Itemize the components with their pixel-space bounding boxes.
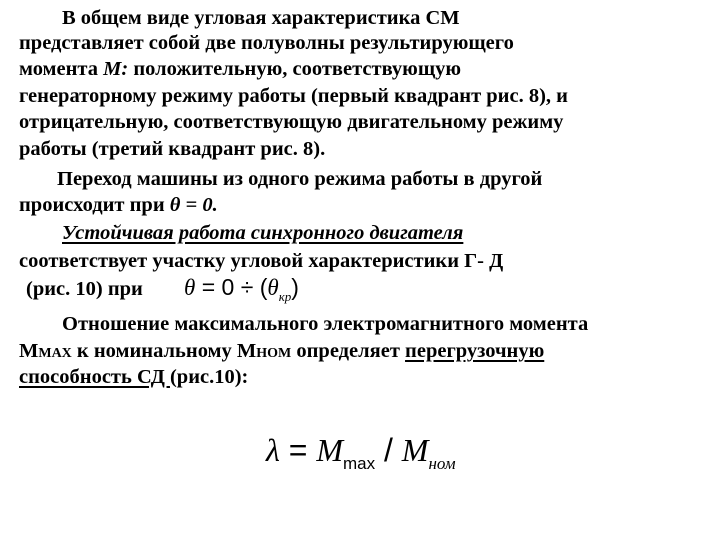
text-line-11 xyxy=(26,276,143,302)
text-line-7 xyxy=(57,166,542,192)
text-line-12-content: Отношение максимального электромагнитного момента xyxy=(62,313,589,335)
text-line-12 xyxy=(62,311,588,337)
formula-theta-close: ) xyxy=(291,274,299,300)
text-line-5 xyxy=(19,109,563,135)
theta-zero-expression: θ = 0. xyxy=(169,194,218,216)
text-line-3-part-a: момента xyxy=(19,58,104,80)
text-line-2-content: представляет собой две полуволны результирующего xyxy=(19,32,514,54)
text-line-3-part-c: положительную, соответствующую xyxy=(128,58,462,80)
formula-theta-var: θ xyxy=(267,275,279,300)
text-line-3 xyxy=(19,56,461,82)
text-line-5-content: отрицательную, соответствующую двигательному режиму xyxy=(19,111,564,133)
text-line-4 xyxy=(19,83,568,109)
text-line-1 xyxy=(62,5,460,31)
formula-lambda-ratio xyxy=(266,430,456,484)
text-line-6-content: работы (третий квадрант рис. 8). xyxy=(19,138,326,160)
capacity-term: способность СД xyxy=(19,366,170,388)
text-line-14 xyxy=(19,364,248,390)
formula-theta-range xyxy=(184,272,299,312)
m-max-subscript: MAX xyxy=(38,346,72,361)
text-line-4-content: генераторному режиму работы (первый квадрант рис. 8), и xyxy=(19,85,568,107)
formula-theta-lhs: θ xyxy=(184,275,196,300)
text-line-10-content: соответствует участку угловой характеристики Г- Д xyxy=(19,250,504,272)
formula-lambda-sub-nom: ном xyxy=(428,454,456,473)
formula-lambda-m2: M xyxy=(401,432,429,468)
text-line-2 xyxy=(19,30,514,56)
m-max-symbol: М xyxy=(19,340,39,362)
text-line-9-underlined-heading xyxy=(62,220,463,246)
formula-theta-subscript: кр xyxy=(278,289,292,304)
formula-lambda-sub-max: max xyxy=(342,454,376,473)
m-nom-subscript: НОМ xyxy=(256,346,292,361)
text-line-14-part-b: (рис.10): xyxy=(169,366,249,388)
text-line-13-part-c: к номинальному М xyxy=(71,340,257,362)
formula-lambda-lhs: λ xyxy=(266,432,280,468)
text-line-9-content: Устойчивая работа синхронного двигателя xyxy=(62,222,464,244)
text-line-8 xyxy=(19,192,218,218)
text-line-7-content: Переход машины из одного режима работы в другой xyxy=(57,168,543,190)
text-line-11-content: (рис. 10) при xyxy=(26,278,143,300)
overload-term: перегрузочную xyxy=(405,340,545,362)
text-line-10 xyxy=(19,248,503,274)
text-line-8-part-a: происходит при xyxy=(19,194,170,216)
text-line-13-part-e: определяет xyxy=(291,340,406,362)
formula-lambda-eq: = xyxy=(279,432,317,468)
text-line-6 xyxy=(19,136,325,162)
formula-lambda-m1: M xyxy=(316,432,343,468)
text-line-1-content: В общем виде угловая характеристика СМ xyxy=(62,7,460,29)
moment-symbol: М: xyxy=(103,58,129,80)
formula-theta-eq: = 0 ÷ ( xyxy=(195,274,268,300)
formula-lambda-slash: / xyxy=(375,432,402,468)
text-line-13 xyxy=(19,338,544,364)
